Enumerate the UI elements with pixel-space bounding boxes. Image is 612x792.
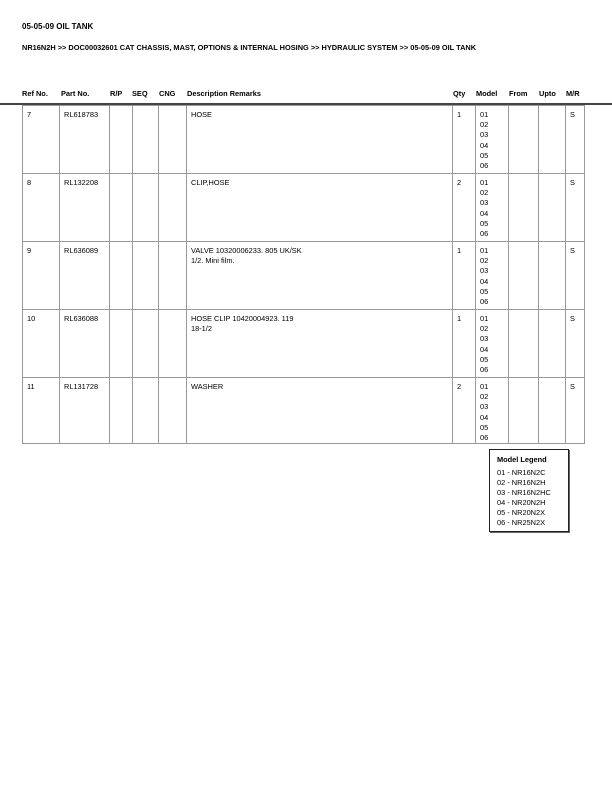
model-cell-line: 01: [480, 110, 489, 119]
model-cell-line: 03: [480, 130, 489, 140]
description-cell-line: HOSE: [191, 110, 212, 119]
part-number-cell: RL131728: [60, 378, 110, 444]
ref-cell: 9: [23, 242, 60, 310]
qty-cell: 2: [453, 378, 476, 444]
legend-item: 06 - NR25N2X: [497, 518, 546, 527]
description-cell-line: 1/2. Mini film.: [191, 256, 235, 266]
seq-cell: [133, 310, 159, 378]
upto-cell: [539, 174, 566, 242]
from-cell: [509, 310, 539, 378]
mr-cell: S: [566, 242, 585, 310]
rp-cell: [110, 378, 133, 444]
part-number-cell: RL618783: [60, 106, 110, 174]
col-from: From: [509, 89, 528, 98]
model-cell-line: 05: [480, 422, 489, 432]
model-cell-line: 02: [480, 256, 489, 266]
part-number-cell: RL636088: [60, 310, 110, 378]
col-qty: Qty: [453, 89, 466, 98]
page-title: 05-05-09 OIL TANK: [22, 22, 94, 31]
model-cell-line: 04: [480, 276, 489, 286]
from-cell: [509, 106, 539, 174]
model-cell-line: 05: [480, 286, 489, 296]
cng-cell: [159, 242, 187, 310]
model-cell-line: 04: [480, 344, 489, 354]
model-cell: [476, 310, 509, 378]
table-row: [23, 106, 585, 174]
col-mr: M/R: [566, 89, 580, 98]
description-cell-line: VALVE 10320006233. 805 UK/SK: [191, 246, 302, 255]
rp-cell: [110, 242, 133, 310]
model-cell-line: 03: [480, 266, 489, 276]
description-cell-line: WASHER: [191, 382, 224, 391]
breadcrumb: NR16N2H >> DOC00032601 CAT CHASSIS, MAST, OPTIONS & INTERNAL HOSING >> HYDRAULIC SYSTEM >> 05-05-09 OIL TANK: [22, 43, 477, 52]
ref-cell: 11: [23, 378, 60, 444]
table-row: [23, 242, 585, 310]
model-cell-line: 06: [480, 433, 489, 443]
description-cell: [187, 310, 453, 378]
col-upto: Upto: [539, 89, 556, 98]
model-cell-line: 03: [480, 334, 489, 344]
seq-cell: [133, 174, 159, 242]
model-cell-line: 06: [480, 297, 489, 307]
model-cell-line: 02: [480, 392, 489, 402]
table-row: [23, 174, 585, 242]
cng-cell: [159, 106, 187, 174]
model-cell-line: 01: [480, 178, 489, 187]
model-cell-line: 02: [480, 188, 489, 198]
model-cell: [476, 242, 509, 310]
part-number-cell: RL636089: [60, 242, 110, 310]
model-cell-line: 01: [480, 246, 489, 255]
model-cell-line: 04: [480, 208, 489, 218]
col-part: Part No.: [61, 89, 90, 98]
model-cell-line: 05: [480, 150, 489, 160]
model-cell: [476, 106, 509, 174]
model-cell-line: 06: [480, 161, 489, 171]
model-cell-line: 04: [480, 412, 489, 422]
qty-cell: 1: [453, 310, 476, 378]
model-cell-line: 03: [480, 198, 489, 208]
model-cell: [476, 378, 509, 444]
col-ref: Ref No.: [22, 89, 48, 98]
mr-cell: S: [566, 310, 585, 378]
cng-cell: [159, 174, 187, 242]
table-row: [23, 378, 585, 444]
model-cell-line: 02: [480, 120, 489, 130]
part-number-cell: RL132208: [60, 174, 110, 242]
seq-cell: [133, 242, 159, 310]
mr-cell: S: [566, 378, 585, 444]
legend-item: 01 - NR16N2C: [497, 468, 546, 477]
parts-table: [22, 105, 585, 444]
seq-cell: [133, 378, 159, 444]
col-model: Model: [476, 89, 498, 98]
model-cell-line: 06: [480, 229, 489, 239]
upto-cell: [539, 310, 566, 378]
seq-cell: [133, 106, 159, 174]
legend-item: 03 - NR16N2HC: [497, 488, 551, 497]
model-cell: [476, 174, 509, 242]
model-cell-line: 03: [480, 402, 489, 412]
cng-cell: [159, 310, 187, 378]
model-cell-line: 05: [480, 354, 489, 364]
description-cell-line: CLIP,HOSE: [191, 178, 230, 187]
upto-cell: [539, 378, 566, 444]
description-cell: [187, 378, 453, 444]
ref-cell: 10: [23, 310, 60, 378]
description-cell: [187, 242, 453, 310]
upto-cell: [539, 242, 566, 310]
qty-cell: 1: [453, 106, 476, 174]
model-cell-line: 01: [480, 382, 489, 391]
description-cell: [187, 174, 453, 242]
col-cng: CNG: [159, 89, 176, 98]
ref-cell: 7: [23, 106, 60, 174]
mr-cell: S: [566, 106, 585, 174]
cng-cell: [159, 378, 187, 444]
legend-item: 02 - NR16N2H: [497, 478, 546, 487]
model-cell-line: 04: [480, 140, 489, 150]
from-cell: [509, 174, 539, 242]
legend-item: 04 - NR20N2H: [497, 498, 546, 507]
description-cell-line: 18-1/2: [191, 324, 212, 334]
description-cell-line: HOSE CLIP 10420004923. 119: [191, 314, 294, 323]
from-cell: [509, 378, 539, 444]
qty-cell: 1: [453, 242, 476, 310]
col-rp: R/P: [110, 89, 123, 98]
rp-cell: [110, 106, 133, 174]
legend-title: Model Legend: [497, 455, 547, 464]
ref-cell: 8: [23, 174, 60, 242]
col-seq: SEQ: [132, 89, 148, 98]
rp-cell: [110, 310, 133, 378]
model-legend: [489, 449, 569, 532]
from-cell: [509, 242, 539, 310]
mr-cell: S: [566, 174, 585, 242]
model-cell-line: 02: [480, 324, 489, 334]
col-desc: Description Remarks: [187, 89, 261, 98]
model-cell-line: 06: [480, 365, 489, 375]
model-cell-line: 05: [480, 218, 489, 228]
upto-cell: [539, 106, 566, 174]
table-row: [23, 310, 585, 378]
description-cell: [187, 106, 453, 174]
legend-item: 05 - NR20N2X: [497, 508, 546, 517]
model-cell-line: 01: [480, 314, 489, 323]
rp-cell: [110, 174, 133, 242]
qty-cell: 2: [453, 174, 476, 242]
